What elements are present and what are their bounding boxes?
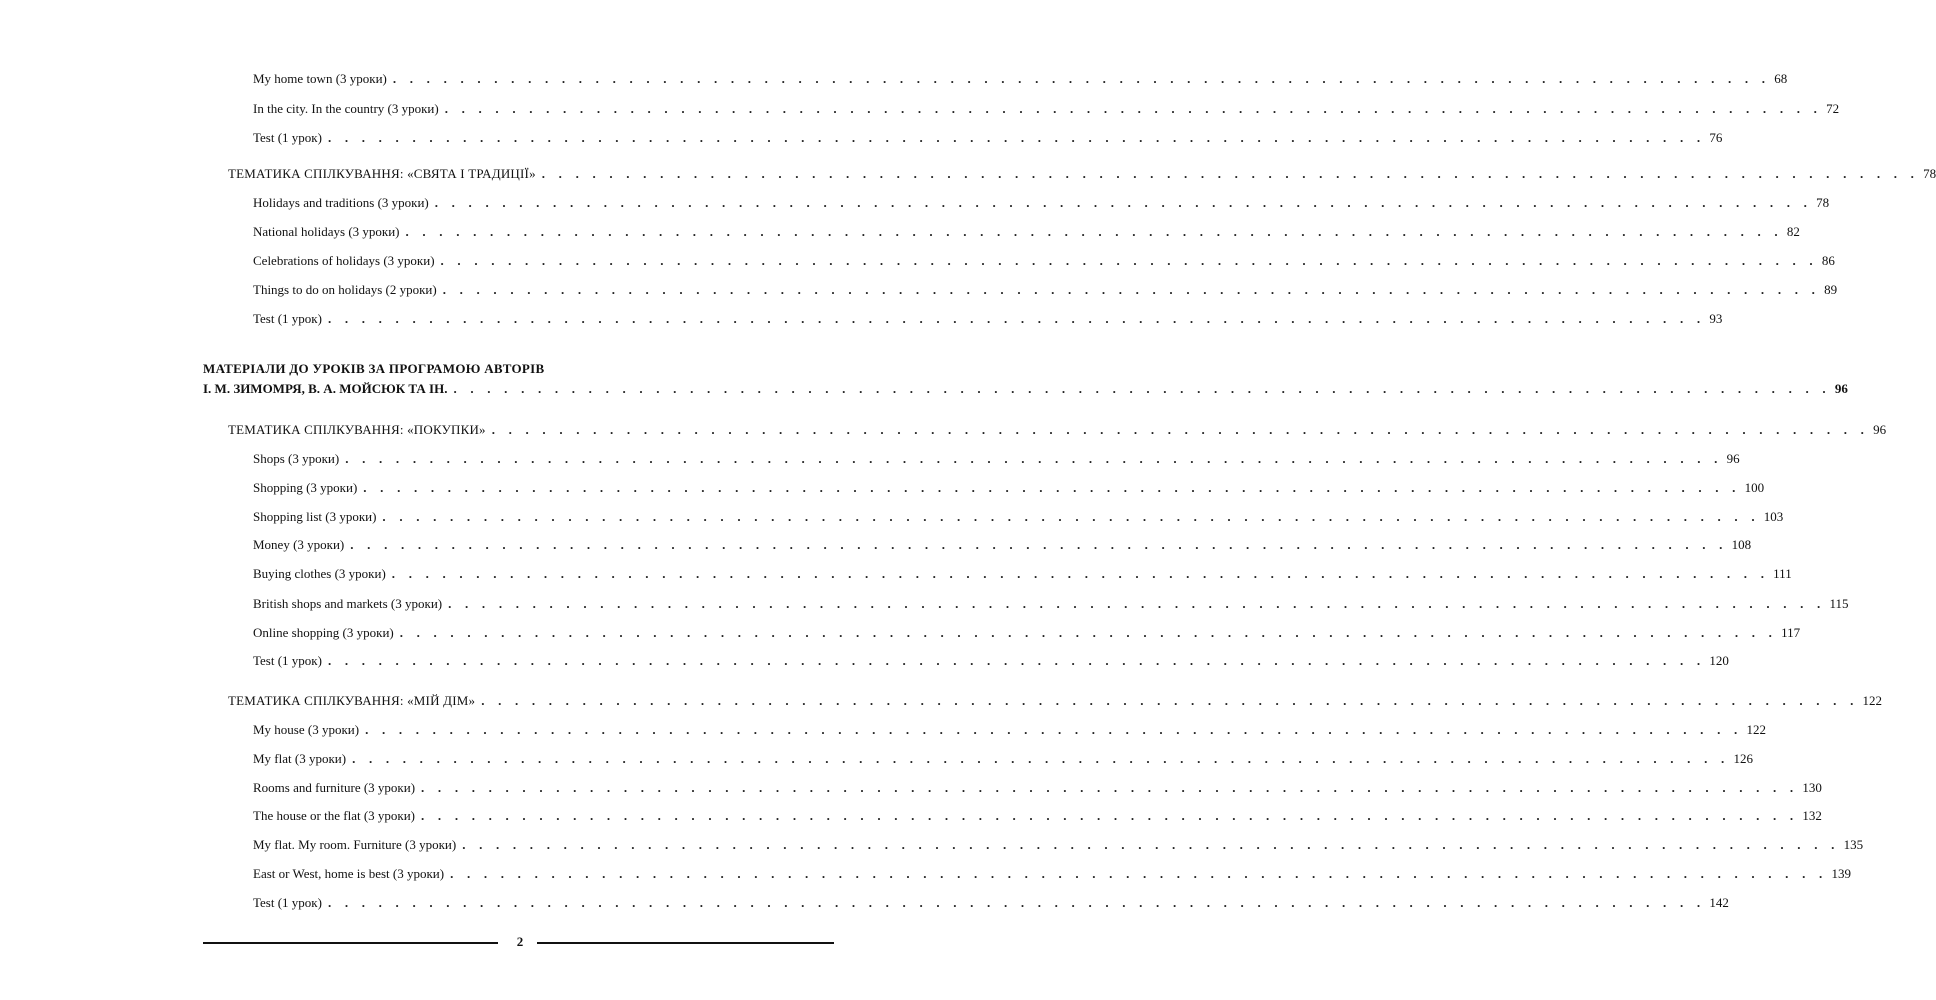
toc-entry-page: 108 <box>1731 537 1752 552</box>
toc-entry-label: Online shopping (3 уроки) <box>253 625 394 640</box>
dot-leader: . . . . . . . . . . . . . . . . . . . . . . . . . . . . . . . . . . . . . . . . . . . . . . . . . . . . . . . . . . . . . . . . . . . . . . . . . . . . . . . . . . <box>448 596 1826 611</box>
toc-entry-page: 117 <box>1781 625 1801 640</box>
toc-entry-label: My house (3 уроки) <box>253 722 360 737</box>
toc-entry <box>253 224 1800 240</box>
toc-entry-page: 126 <box>1733 751 1753 766</box>
toc-entry-page: 93 <box>1709 311 1723 326</box>
toc-theme-label: ТЕМАТИКА СПІЛКУВАННЯ: «МІЙ ДІМ» <box>228 693 476 708</box>
toc-entry-label: National holidays (3 уроки) <box>253 224 400 239</box>
toc-entry-page: 89 <box>1824 282 1838 297</box>
toc-entry <box>253 130 1723 146</box>
dot-leader: . . . . . . . . . . . . . . . . . . . . . . . . . . . . . . . . . . . . . . . . . . . . . . . . . . . . . . . . . . . . . . . . . . . . . . . . . . . . . . . . . . <box>327 130 1706 145</box>
toc-entry <box>253 780 1822 796</box>
dot-leader: . . . . . . . . . . . . . . . . . . . . . . . . . . . . . . . . . . . . . . . . . . . . . . . . . . . . . . . . . . . . . . . . . . . . . . . . . . . . . . . . . . <box>327 311 1706 326</box>
toc-entry <box>253 451 1740 467</box>
toc-entry-page: 96 <box>1726 451 1740 466</box>
dot-leader: . . . . . . . . . . . . . . . . . . . . . . . . . . . . . . . . . . . . . . . . . . . . . . . . . . . . . . . . . . . . . . . . . . . . . . . . . . . . . . . . . . <box>382 509 1760 524</box>
toc-entry <box>253 253 1835 269</box>
toc-entry-label: Rooms and furniture (3 уроки) <box>253 780 416 795</box>
toc-entry <box>253 101 1840 117</box>
dot-leader: . . . . . . . . . . . . . . . . . . . . . . . . . . . . . . . . . . . . . . . . . . . . . . . . . . . . . . . . . . . . . . . . . . . . . . . . . . . . . . . . . . <box>421 780 1799 795</box>
toc-entry <box>253 653 1729 669</box>
toc-entry-label: Shopping (3 уроки) <box>253 480 358 495</box>
toc-entry-label: Money (3 уроки) <box>253 537 345 552</box>
toc-theme-heading <box>228 422 1887 438</box>
footer-rule-right <box>537 942 834 944</box>
toc-entry-page: 96 <box>1873 422 1887 437</box>
toc-entry-page: 86 <box>1821 253 1835 268</box>
toc-entry <box>253 625 1801 641</box>
footer-rule-left <box>203 942 498 944</box>
dot-leader: . . . . . . . . . . . . . . . . . . . . . . . . . . . . . . . . . . . . . . . . . . . . . . . . . . . . . . . . . . . . . . . . . . . . . . . . . . . . . . . . . . <box>442 282 1821 297</box>
toc-entry-page: 130 <box>1802 780 1822 795</box>
toc-entry-label: Celebrations of holidays (3 уроки) <box>253 253 435 268</box>
dot-leader: . . . . . . . . . . . . . . . . . . . . . . . . . . . . . . . . . . . . . . . . . . . . . . . . . . . . . . . . . . . . . . . . . . . . . . . . . . . . . . . . . . <box>350 537 1728 552</box>
dot-leader: . . . . . . . . . . . . . . . . . . . . . . . . . . . . . . . . . . . . . . . . . . . . . . . . . . . . . . . . . . . . . . . . . . . . . . . . . . . . . . . . . . <box>434 195 1813 210</box>
dot-leader: . . . . . . . . . . . . . . . . . . . . . . . . . . . . . . . . . . . . . . . . . . . . . . . . . . . . . . . . . . . . . . . . . . . . . . . . . . . . . . . . . . <box>450 866 1828 881</box>
toc-entry <box>253 566 1792 582</box>
toc-theme-heading <box>228 166 1936 182</box>
dot-leader: . . . . . . . . . . . . . . . . . . . . . . . . . . . . . . . . . . . . . . . . . . . . . . . . . . . . . . . . . . . . . . . . . . . . . . . . . . . . . . . . . . <box>345 451 1723 466</box>
toc-entry-page: 115 <box>1829 596 1849 611</box>
dot-leader: . . . . . . . . . . . . . . . . . . . . . . . . . . . . . . . . . . . . . . . . . . . . . . . . . . . . . . . . . . . . . . . . . . . . . . . . . . . . . . . . . . <box>541 166 1920 181</box>
toc-entry <box>253 596 1849 612</box>
dot-leader: . . . . . . . . . . . . . . . . . . . . . . . . . . . . . . . . . . . . . . . . . . . . . . . . . . . . . . . . . . . . . . . . . . . . . . . . . . . . . . . . . . <box>491 422 1870 437</box>
toc-entry-label: East or West, home is best (3 уроки) <box>253 866 445 881</box>
toc-entry <box>253 808 1822 824</box>
dot-leader: . . . . . . . . . . . . . . . . . . . . . . . . . . . . . . . . . . . . . . . . . . . . . . . . . . . . . . . . . . . . . . . . . . . . . . . . . . . . . . . . . . <box>481 693 1859 708</box>
toc-entry <box>253 480 1765 496</box>
toc-entry-page: 132 <box>1802 808 1822 823</box>
page-number: 2 <box>516 934 524 949</box>
toc-entry-page: 122 <box>1746 722 1766 737</box>
toc-entry-page: 96 <box>1834 381 1848 396</box>
dot-leader: . . . . . . . . . . . . . . . . . . . . . . . . . . . . . . . . . . . . . . . . . . . . . . . . . . . . . . . . . . . . . . . . . . . . . . . . . . . . . . . . . . <box>440 253 1818 268</box>
dot-leader: . . . . . . . . . . . . . . . . . . . . . . . . . . . . . . . . . . . . . . . . . . . . . . . . . . . . . . . . . . . . . . . . . . . . . . . . . . . . . . . . . . <box>352 751 1730 766</box>
dot-leader: . . . . . . . . . . . . . . . . . . . . . . . . . . . . . . . . . . . . . . . . . . . . . . . . . . . . . . . . . . . . . . . . . . . . . . . . . . . . . . . . . . <box>365 722 1743 737</box>
toc-entry <box>253 895 1729 911</box>
toc-entry-page: 68 <box>1774 71 1788 86</box>
dot-leader: . . . . . . . . . . . . . . . . . . . . . . . . . . . . . . . . . . . . . . . . . . . . . . . . . . . . . . . . . . . . . . . . . . . . . . . . . . . . . . . . . . <box>391 566 1770 581</box>
toc-entry <box>253 751 1753 767</box>
dot-leader: . . . . . . . . . . . . . . . . . . . . . . . . . . . . . . . . . . . . . . . . . . . . . . . . . . . . . . . . . . . . . . . . . . . . . . . . . . . . . . . . . . <box>444 101 1823 116</box>
toc-entry-label: Things to do on holidays (2 уроки) <box>253 282 437 297</box>
toc-section-label: І. М. ЗИМОМРЯ, В. А. МОЙСЮК ТА ІН. <box>203 381 448 396</box>
toc-entry-page: 120 <box>1709 653 1729 668</box>
toc-entry <box>253 866 1851 882</box>
toc-entry-page: 135 <box>1843 837 1864 852</box>
toc-entry-page: 82 <box>1786 224 1800 239</box>
toc-entry-label: My flat (3 уроки) <box>253 751 347 766</box>
toc-theme-label: ТЕМАТИКА СПІЛКУВАННЯ: «ПОКУПКИ» <box>228 422 486 437</box>
dot-leader: . . . . . . . . . . . . . . . . . . . . . . . . . . . . . . . . . . . . . . . . . . . . . . . . . . . . . . . . . . . . . . . . . . . . . . . . . . . . . . . . . . <box>327 895 1706 910</box>
toc-entry <box>253 282 1838 298</box>
toc-entry-page: 111 <box>1773 566 1792 581</box>
toc-theme-label: ТЕМАТИКА СПІЛКУВАННЯ: «СВЯТА І ТРАДИЦІЇ» <box>228 166 536 181</box>
dot-leader: . . . . . . . . . . . . . . . . . . . . . . . . . . . . . . . . . . . . . . . . . . . . . . . . . . . . . . . . . . . . . . . . . . . . . . . . . . . . . . . . . . <box>327 653 1706 668</box>
dot-leader: . . . . . . . . . . . . . . . . . . . . . . . . . . . . . . . . . . . . . . . . . . . . . . . . . . . . . . . . . . . . . . . . . . . . . . . . . . . . . . . . . . <box>399 625 1778 640</box>
toc-entry <box>253 71 1788 87</box>
toc-entry-label: British shops and markets (3 уроки) <box>253 596 443 611</box>
toc-entry-page: 122 <box>1862 693 1883 708</box>
dot-leader: . . . . . . . . . . . . . . . . . . . . . . . . . . . . . . . . . . . . . . . . . . . . . . . . . . . . . . . . . . . . . . . . . . . . . . . . . . . . . . . . . . <box>462 837 1840 852</box>
toc-entry-label: My home town (3 уроки) <box>253 71 387 86</box>
toc-entry-page: 103 <box>1763 509 1784 524</box>
toc-entry-page: 78 <box>1923 166 1936 181</box>
toc-theme-heading <box>228 693 1883 709</box>
toc-entry <box>253 311 1723 327</box>
dot-leader: . . . . . . . . . . . . . . . . . . . . . . . . . . . . . . . . . . . . . . . . . . . . . . . . . . . . . . . . . . . . . . . . . . . . . . . . . . . . . . . . . . <box>392 71 1771 86</box>
toc-entry-page: 76 <box>1709 130 1723 145</box>
toc-entry-label: Test (1 урок) <box>253 653 322 668</box>
toc-entry <box>253 195 1830 211</box>
toc-entry-label: Shopping list (3 уроки) <box>253 509 377 524</box>
toc-entry-page: 100 <box>1744 480 1765 495</box>
toc-entry <box>253 837 1864 853</box>
toc-entry-label: Holidays and traditions (3 уроки) <box>253 195 429 210</box>
toc-entry-label: Buying clothes (3 уроки) <box>253 566 386 581</box>
toc-entry-page: 139 <box>1831 866 1851 881</box>
toc-entry-label: Test (1 урок) <box>253 311 322 326</box>
toc-entry-label: The house or the flat (3 уроки) <box>253 808 416 823</box>
toc-entry <box>253 537 1752 553</box>
toc-section-title-line1: МАТЕРІАЛИ ДО УРОКІВ ЗА ПРОГРАМОЮ АВТОРІВ <box>203 361 545 376</box>
dot-leader: . . . . . . . . . . . . . . . . . . . . . . . . . . . . . . . . . . . . . . . . . . . . . . . . . . . . . . . . . . . . . . . . . . . . . . . . . . . . . . . . . . <box>421 808 1799 823</box>
toc-entry <box>253 509 1784 525</box>
toc-entry-page: 78 <box>1816 195 1830 210</box>
toc-entry-label: My flat. My room. Furniture (3 уроки) <box>253 837 457 852</box>
dot-leader: . . . . . . . . . . . . . . . . . . . . . . . . . . . . . . . . . . . . . . . . . . . . . . . . . . . . . . . . . . . . . . . . . . . . . . . . . . . . . . . . . . <box>453 381 1831 396</box>
page-footer <box>203 933 834 953</box>
toc-entry <box>253 722 1766 738</box>
toc-entry-label: Shops (3 уроки) <box>253 451 340 466</box>
toc-section-heading <box>203 381 1848 397</box>
dot-leader: . . . . . . . . . . . . . . . . . . . . . . . . . . . . . . . . . . . . . . . . . . . . . . . . . . . . . . . . . . . . . . . . . . . . . . . . . . . . . . . . . . <box>363 480 1741 495</box>
toc-entry-page: 72 <box>1826 101 1840 116</box>
toc-entry-label: Test (1 урок) <box>253 130 322 145</box>
toc-entry-page: 142 <box>1709 895 1729 910</box>
toc-entry-label: Test (1 урок) <box>253 895 322 910</box>
toc-entry-label: In the city. In the country (3 уроки) <box>253 101 439 116</box>
dot-leader: . . . . . . . . . . . . . . . . . . . . . . . . . . . . . . . . . . . . . . . . . . . . . . . . . . . . . . . . . . . . . . . . . . . . . . . . . . . . . . . . . . <box>405 224 1783 239</box>
